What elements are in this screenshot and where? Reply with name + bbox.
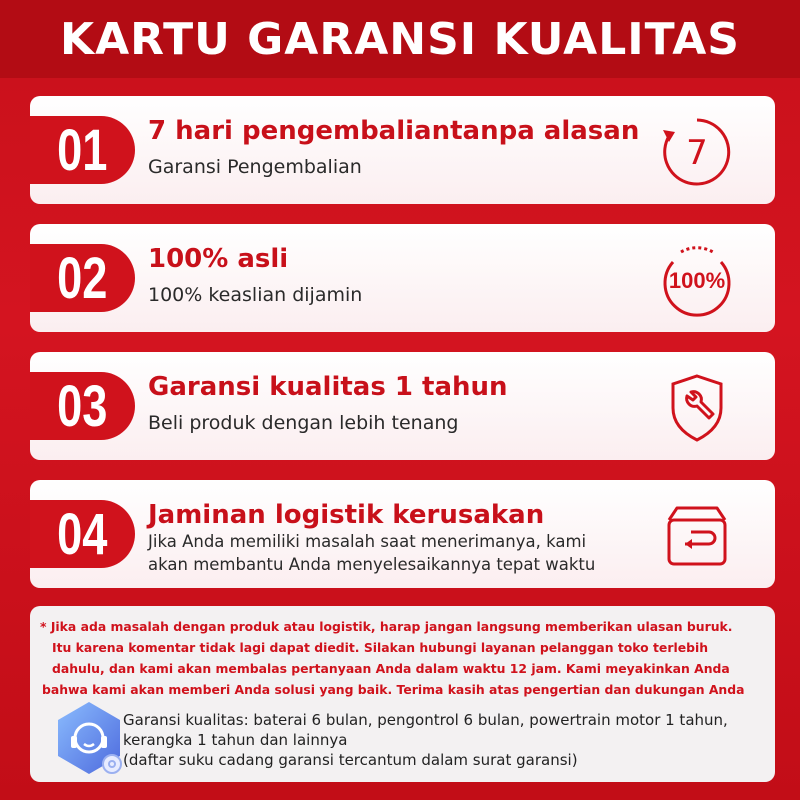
customer-service-icon xyxy=(48,698,130,780)
hundred-percent-icon xyxy=(659,242,735,318)
card-title: Jaminan logistik kerusakan xyxy=(148,500,545,530)
svg-text:100%: 100% xyxy=(668,268,726,293)
card-number-badge: 01 xyxy=(30,116,135,184)
guarantee-card-3 xyxy=(30,352,775,460)
svg-text:7: 7 xyxy=(686,133,708,173)
seven-day-return-icon xyxy=(659,114,735,190)
shield-wrench-icon xyxy=(659,370,735,446)
card-title: Garansi kualitas 1 tahun xyxy=(148,372,508,402)
card-title: 7 hari pengembaliantanpa alasan xyxy=(148,116,640,146)
return-box-icon xyxy=(659,498,735,574)
guarantee-card-1 xyxy=(30,96,775,204)
card-subtitle: Garansi Pengembalian xyxy=(148,156,362,178)
card-number-badge: 03 xyxy=(30,372,135,440)
notice-text: * Jika ada masalah dengan produk atau logistik, harap jangan langsung memberikan ulasan buruk. Itu karena komentar tidak lagi dapat diedit. Silakan hubungi layanan pelanggan toko terlebih dahulu, dan kami akan membalas pertanyaan Anda dalam waktu 12 jam. Kami meyakinkan Anda bahwa kami akan memberi Anda solusi yang baik. Terima kasih atas pengertian dan dukungan Anda xyxy=(40,619,745,697)
warranty-details: Garansi kualitas: baterai 6 bulan, pengontrol 6 bulan, powertrain motor 1 tahun, kerangka 1 tahun dan lainnya (daftar suku cadang garansi tercantum dalam surat garansi) xyxy=(123,711,728,769)
guarantee-card-2 xyxy=(30,224,775,332)
notice-box xyxy=(30,606,775,782)
card-number-badge: 04 xyxy=(30,500,135,568)
card-subtitle: Jika Anda memiliki masalah saat menerimanya, kami akan membantu Anda menyelesaikannya tepat waktu xyxy=(148,532,596,574)
card-subtitle: Beli produk dengan lebih tenang xyxy=(148,412,459,434)
header-banner xyxy=(0,0,800,78)
guarantee-card-4 xyxy=(30,480,775,588)
card-title: 100% asli xyxy=(148,244,289,274)
card-subtitle: 100% keaslian dijamin xyxy=(148,284,363,306)
card-number-badge: 02 xyxy=(30,244,135,312)
page-title: KARTU GARANSI KUALITAS xyxy=(60,13,740,65)
